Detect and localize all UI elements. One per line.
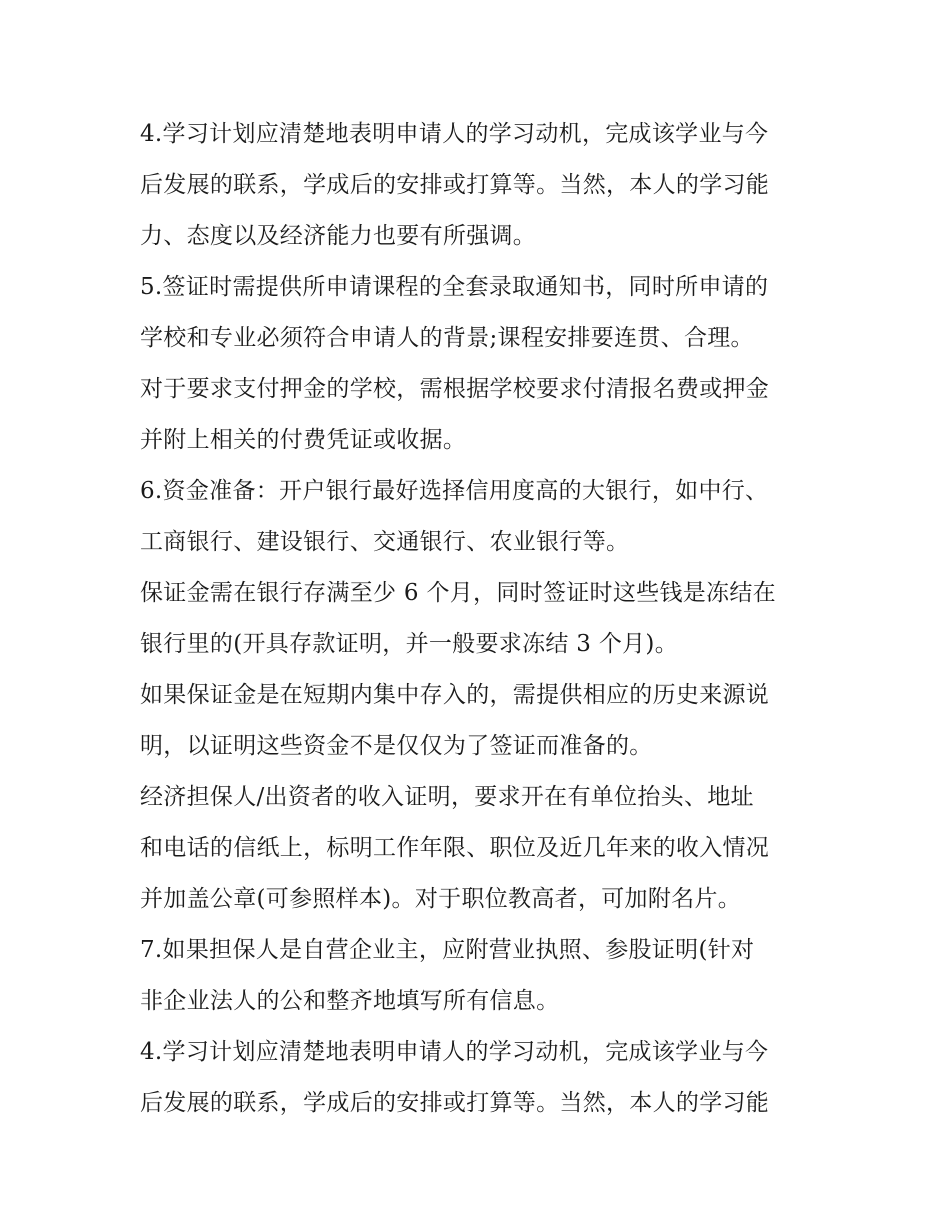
text-line: 并附上相关的付费凭证或收据。 bbox=[140, 427, 467, 453]
text-line: 5.签证时需提供所申请课程的全套录取通知书，同时所申请的 bbox=[140, 274, 769, 300]
text-line: 和电话的信纸上，标明工作年限、职位及近几年来的收入情况 bbox=[140, 835, 770, 861]
text-line: 6.资金准备：开户银行最好选择信用度高的大银行，如中行、 bbox=[140, 478, 769, 504]
text-line: 银行里的(开具存款证明，并一般要求冻结 3 个月)。 bbox=[140, 631, 679, 657]
text-line: 并加盖公章(可参照样本)。对于职位教高者，可加附名片。 bbox=[140, 886, 742, 912]
text-line: 对于要求支付押金的学校，需根据学校要求付清报名费或押金 bbox=[140, 376, 770, 402]
text-line: 7.如果担保人是自营企业主，应附营业执照、参股证明(针对 bbox=[140, 937, 755, 963]
text-line: 后发展的联系，学成后的安排或打算等。当然，本人的学习能 bbox=[140, 172, 770, 198]
text-line: 非企业法人的公和整齐地填写所有信息。 bbox=[140, 988, 560, 1014]
text-line: 经济担保人/出资者的收入证明，要求开在有单位抬头、地址 bbox=[140, 784, 754, 810]
document-body bbox=[140, 109, 820, 1129]
text-line: 如果保证金是在短期内集中存入的，需提供相应的历史来源说 bbox=[140, 682, 770, 708]
text-line: 力、态度以及经济能力也要有所强调。 bbox=[140, 223, 537, 249]
text-line: 4.学习计划应清楚地表明申请人的学习动机，完成该学业与今 bbox=[140, 121, 769, 147]
text-line: 明，以证明这些资金不是仅仅为了签证而准备的。 bbox=[140, 733, 653, 759]
text-line: 工商银行、建设银行、交通银行、农业银行等。 bbox=[140, 529, 630, 555]
text-line: 学校和专业必须符合申请人的背景;课程安排要连贯、合理。 bbox=[140, 325, 754, 351]
text-line: 后发展的联系，学成后的安排或打算等。当然，本人的学习能 bbox=[140, 1090, 770, 1116]
text-line: 4.学习计划应清楚地表明申请人的学习动机，完成该学业与今 bbox=[140, 1039, 769, 1065]
text-line: 保证金需在银行存满至少 6 个月，同时签证时这些钱是冻结在 bbox=[140, 580, 776, 606]
